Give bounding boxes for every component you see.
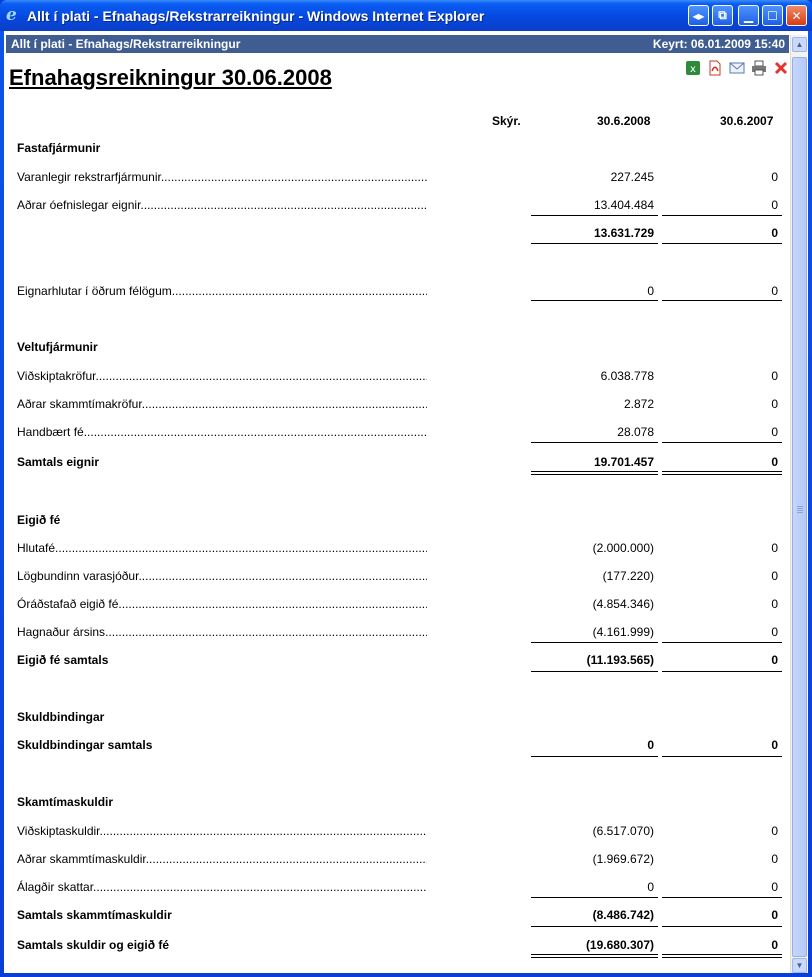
value-current: 2.872 bbox=[623, 397, 654, 411]
value-previous: 0 bbox=[771, 284, 778, 298]
divider bbox=[531, 215, 658, 216]
divider bbox=[531, 243, 658, 244]
value-previous: 0 bbox=[771, 170, 778, 184]
row-label: Eignarhlutar í öðrum félögum ..... bbox=[17, 284, 427, 298]
value-current: 13.404.484 bbox=[593, 198, 654, 212]
col-current-header: 30.6.2008 bbox=[597, 114, 651, 128]
section-skamtimaskuldir: Skamtímaskuldir bbox=[17, 795, 114, 809]
restore-alt-button[interactable]: ◂▸ bbox=[688, 5, 709, 26]
divider bbox=[531, 671, 658, 672]
value-previous: 0 bbox=[771, 625, 778, 639]
col-previous-header: 30.6.2007 bbox=[720, 114, 774, 128]
value-current: (177.220) bbox=[602, 569, 654, 583]
divider bbox=[662, 243, 782, 244]
value-previous: 0 bbox=[771, 938, 778, 952]
value-current: (19.680.307) bbox=[585, 938, 654, 952]
minimize-button[interactable]: ▁ bbox=[738, 5, 759, 26]
vertical-scrollbar[interactable] bbox=[790, 35, 807, 973]
value-current: (11.193.565) bbox=[586, 653, 654, 667]
divider bbox=[531, 300, 658, 301]
scroll-down-button[interactable]: ▼ bbox=[792, 958, 807, 973]
value-current: 13.631.729 bbox=[593, 226, 654, 240]
divider bbox=[531, 442, 658, 443]
value-previous: 0 bbox=[771, 569, 778, 583]
value-current: (6.517.070) bbox=[592, 824, 654, 838]
row-label: Viðskiptaskuldir ..... bbox=[17, 824, 427, 838]
popout-button[interactable]: ⧉ bbox=[712, 5, 733, 26]
value-previous: 0 bbox=[771, 397, 778, 411]
value-previous: 0 bbox=[771, 226, 778, 240]
value-current: (4.854.346) bbox=[592, 597, 654, 611]
row-label: Óráðstafað eigið fé ..... bbox=[17, 597, 427, 611]
divider bbox=[662, 957, 782, 958]
value-current: 19.701.457 bbox=[593, 455, 654, 469]
value-current: 28.078 bbox=[617, 425, 654, 439]
value-previous: 0 bbox=[771, 455, 778, 469]
section-veltufjarmunir: Veltufjármunir bbox=[17, 340, 98, 354]
col-note-header: Skýr. bbox=[492, 114, 521, 128]
section-skuldbindingar: Skuldbindingar bbox=[17, 710, 105, 724]
section-eigid-fe: Eigið fé bbox=[17, 513, 61, 527]
row-label: Aðrar skammtímakröfur ..... bbox=[17, 397, 427, 411]
maximize-button[interactable]: ☐ bbox=[762, 5, 783, 26]
excel-icon[interactable] bbox=[684, 59, 702, 77]
value-previous: 0 bbox=[771, 738, 778, 752]
row-label-total: Samtals skuldir og eigið fé bbox=[17, 938, 170, 952]
thumb-grip bbox=[797, 510, 803, 511]
scroll-up-button[interactable]: ▲ bbox=[792, 37, 807, 52]
value-current: 0 bbox=[647, 738, 654, 752]
divider bbox=[662, 442, 782, 443]
row-label: Hlutafé ..... bbox=[17, 541, 427, 555]
close-icon[interactable] bbox=[772, 59, 790, 77]
divider bbox=[531, 471, 658, 472]
report-header-bar bbox=[6, 35, 789, 53]
value-current: (1.969.672) bbox=[592, 852, 654, 866]
divider bbox=[662, 215, 782, 216]
row-label: Lögbundinn varasjóður ..... bbox=[17, 569, 427, 583]
divider bbox=[531, 642, 658, 643]
row-label-total: Samtals eignir bbox=[17, 455, 100, 469]
value-previous: 0 bbox=[771, 541, 778, 555]
page-content bbox=[4, 31, 808, 973]
divider bbox=[531, 756, 658, 757]
value-previous: 0 bbox=[771, 369, 778, 383]
value-current: 6.038.778 bbox=[600, 369, 654, 383]
divider bbox=[531, 474, 658, 475]
close-window-button[interactable]: ✕ bbox=[786, 5, 807, 26]
value-previous: 0 bbox=[771, 653, 778, 667]
row-label: Hagnaður ársins ..... bbox=[17, 625, 427, 639]
divider bbox=[531, 926, 658, 927]
thumb-grip bbox=[797, 506, 803, 507]
thumb-grip bbox=[797, 512, 803, 513]
divider bbox=[531, 954, 658, 955]
divider bbox=[662, 671, 782, 672]
row-label: Viðskiptakröfur ..... bbox=[17, 369, 427, 383]
row-label-total: Skuldbindingar samtals bbox=[17, 738, 153, 752]
value-previous: 0 bbox=[771, 198, 778, 212]
value-current: 0 bbox=[647, 284, 654, 298]
divider bbox=[662, 897, 782, 898]
value-current: (4.161.999) bbox=[592, 625, 654, 639]
row-label-total: Eigið fé samtals bbox=[17, 653, 109, 667]
row-label: Álagðir skattar ..... bbox=[17, 880, 427, 894]
page-title: Efnahagsreikningur 30.06.2008 bbox=[9, 65, 332, 90]
value-previous: 0 bbox=[771, 908, 778, 922]
print-icon[interactable] bbox=[750, 59, 768, 77]
report-name: Allt í plati - Efnahags/Rekstrarreikningur bbox=[11, 37, 241, 51]
divider bbox=[662, 300, 782, 301]
thumb-grip bbox=[797, 508, 803, 509]
value-current: 0 bbox=[647, 880, 654, 894]
divider bbox=[662, 954, 782, 955]
value-current: (8.486.742) bbox=[592, 908, 654, 922]
divider bbox=[662, 926, 782, 927]
internet-explorer-icon: e bbox=[6, 5, 17, 25]
email-icon[interactable] bbox=[728, 59, 746, 77]
row-label: Handbært fé ..... bbox=[17, 425, 427, 439]
pdf-icon[interactable] bbox=[706, 59, 724, 77]
section-fastafjarmunir: Fastafjármunir bbox=[17, 141, 101, 155]
value-previous: 0 bbox=[771, 597, 778, 611]
row-label-total: Samtals skammtímaskuldir bbox=[17, 908, 172, 922]
row-label: Aðrar óefnislegar eignir ..... bbox=[17, 198, 427, 212]
run-timestamp: Keyrt: 06.01.2009 15:40 bbox=[652, 37, 785, 51]
divider bbox=[531, 897, 658, 898]
value-previous: 0 bbox=[771, 824, 778, 838]
value-current: (2.000.000) bbox=[592, 541, 654, 555]
divider bbox=[662, 756, 782, 757]
value-current: 227.245 bbox=[610, 170, 654, 184]
row-label: Varanlegir rekstrarfjármunir ..... bbox=[17, 170, 427, 184]
value-previous: 0 bbox=[771, 425, 778, 439]
divider bbox=[662, 474, 782, 475]
value-previous: 0 bbox=[771, 880, 778, 894]
svg-text:x: x bbox=[690, 64, 696, 75]
divider bbox=[662, 642, 782, 643]
window-title: Allt í plati - Efnahags/Rekstrarreikningur - Windows Internet Explorer bbox=[27, 8, 485, 24]
title-bar[interactable] bbox=[0, 0, 812, 31]
divider bbox=[531, 957, 658, 958]
divider bbox=[662, 471, 782, 472]
value-previous: 0 bbox=[771, 852, 778, 866]
scroll-thumb[interactable] bbox=[792, 57, 807, 957]
row-label: Aðrar skammtímaskuldir ..... bbox=[17, 852, 427, 866]
report-toolbar bbox=[684, 59, 790, 77]
